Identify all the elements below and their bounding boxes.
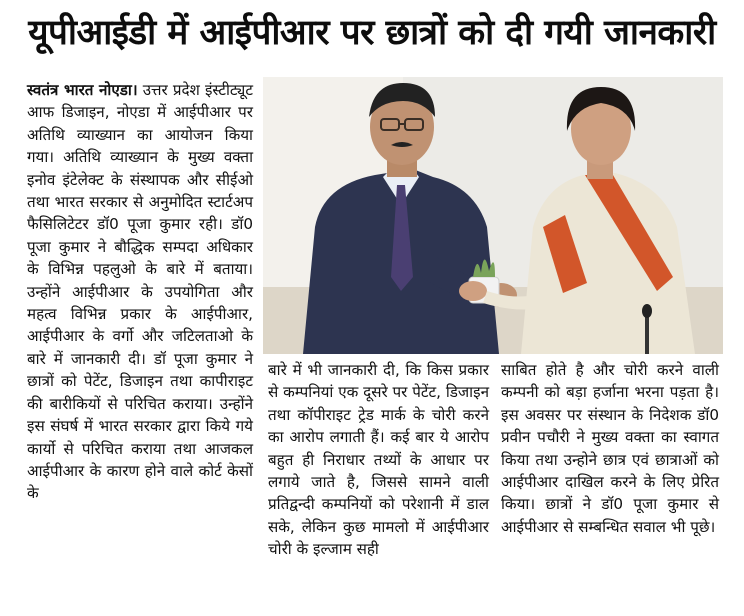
column-1-text: उत्तर प्रदेश इंस्टीट्यूट आफ डिजाइन, नोएडा में आईपीआर पर अतिथि व्याख्यान का आयोजन किया गया। अतिथि व्याख्यान के मुख्य वक्ता इनोव इंटेलेक्ट के संस्थापक और सीईओ तथा भारत सरकार से अनुमोदित स्टार्टअप फैसिलिटेटर डॉ0 पूजा कुमार रही। डॉ0 पूजा कुमार ने बौद्धिक सम्पदा अधिकार के विभिन्न पहलुओ के बारे में बताया। उन्होंने आईपीआर के उपयोगिता और महत्व विभिन्न प्रकार के आईपीआर, आईपीआर के वर्गो और जटिलताओ के बारे में जानकारी दी। डॉ पूजा कुमार ने छात्रों को पेटेंट, डिजाइन तथा कापीराइट की बारीकियों से परिचित कराया। उन्होंने इस संघर्ष में भारत सरकार द्वारा किये गये कार्यो से परिचित कराया तथा आजकल आईपीआर के कारण होने वाले कोर्ट केसों के <box>27 81 254 503</box>
article-column-1 <box>27 79 253 505</box>
byline: स्वतंत्र भारत नोएडा। <box>27 81 138 99</box>
headline: यूपीआईडी में आईपीआर पर छात्रों को दी गयी जानकारी <box>28 12 716 53</box>
photo-image <box>263 77 723 354</box>
article-column-2: बारे में भी जानकारी दी, कि किस प्रकार से कम्पनियां एक दूसरे पर पेटेंट, डिजाइन तथा कॉपीराइट ट्रेड मार्क के चोरी करने का आरोप लगाती हैं। कई बार ये आरोप बहुत ही निराधार तथ्यों के आधार पर लगाये जाते है, जिससे सामने वाली प्रतिद्वन्दी कम्पनियों को परेशानी में डाल सके, लेकिन कुछ मामलो में आईपीआर चोरी के इल्जाम सही <box>268 361 489 559</box>
article-column-3: साबित होते है और चोरी करने वाली कम्पनी को बड़ा हर्जाना भरना पड़ता है। इस अवसर पर संस्थान के निदेशक डॉ0 प्रवीन पचौरी ने मुख्य वक्ता का स्वागत किया तथा उन्होने छात्र एवं छात्राओं को आईपीआर दाखिल करने के लिए प्रेरित किया। छात्रों ने डॉ0 पूजा कुमार से आईपीआर से सम्बन्धित सवाल भी पूछे। <box>501 361 719 536</box>
news-photo <box>263 77 723 354</box>
